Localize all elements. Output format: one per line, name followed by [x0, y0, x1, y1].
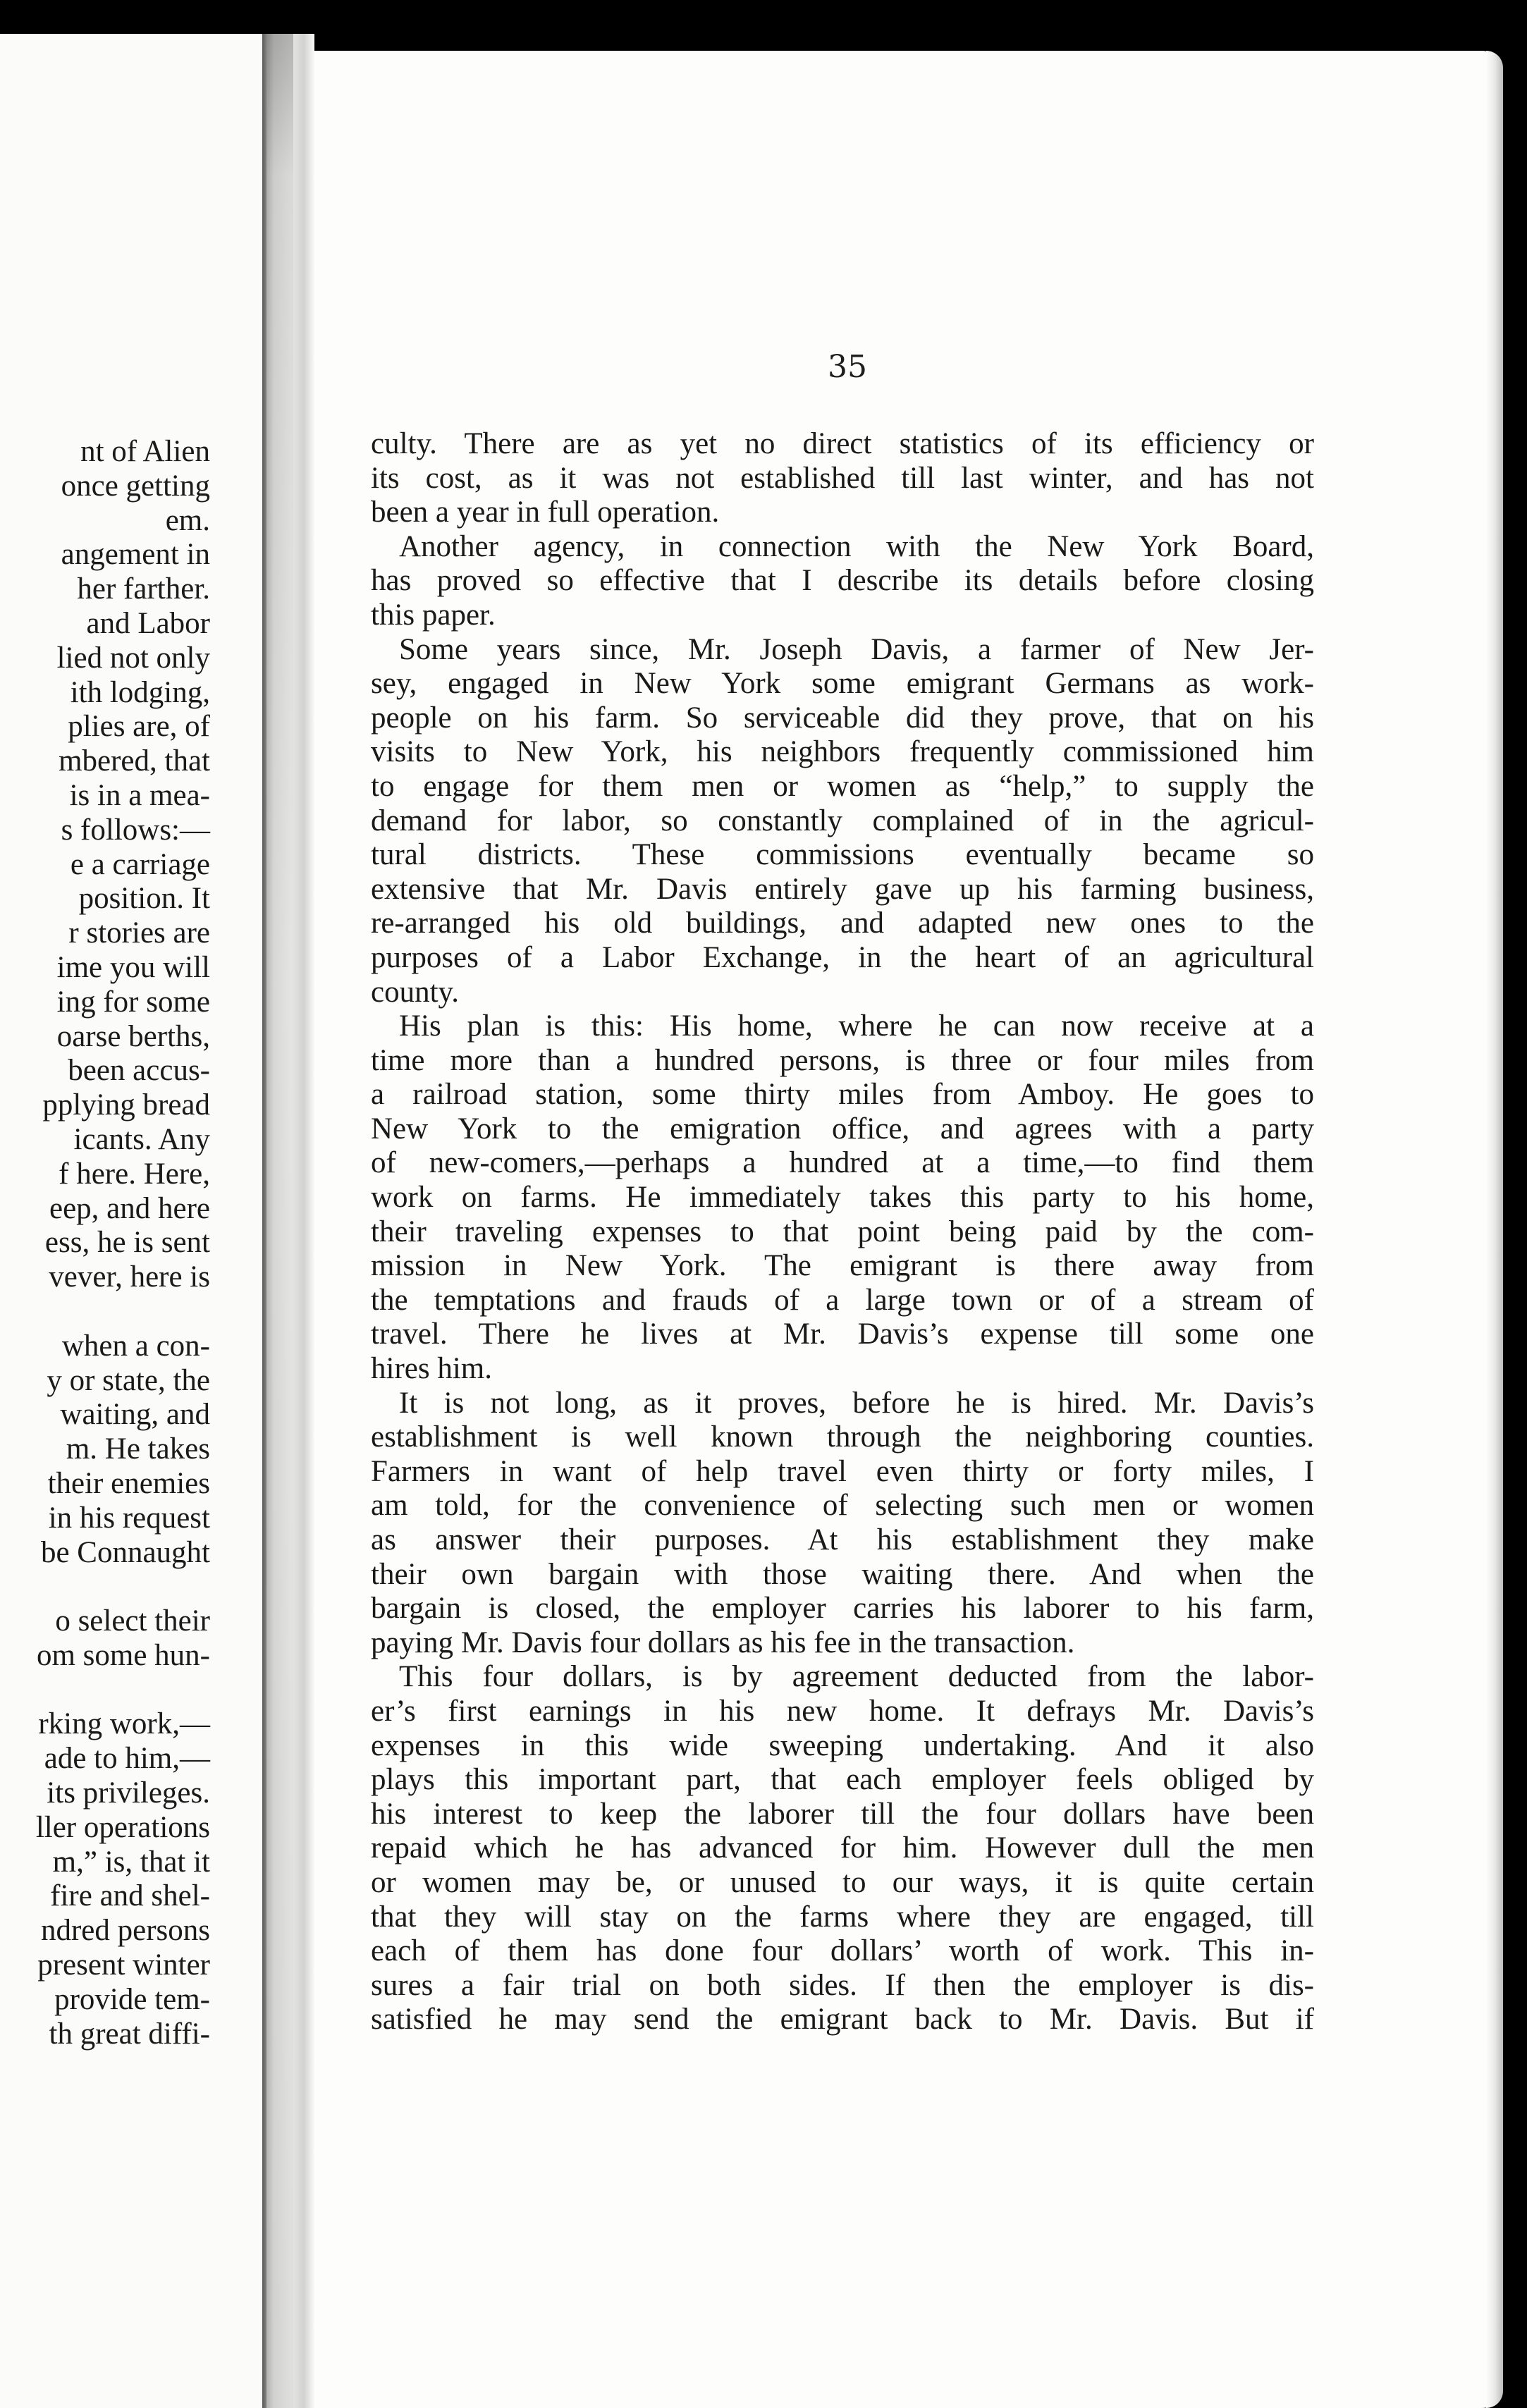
left-page-line: and Labor: [86, 606, 210, 640]
left-page-line: s follows:—: [61, 813, 210, 847]
text-line: as answer their purposes. At his establishment they make: [371, 1523, 1314, 1556]
text-line: mission in New York. The emigrant is there away from: [371, 1249, 1314, 1283]
left-page-line: present winter: [37, 1948, 210, 1982]
text-line: plays this important part, that each employer feels obliged by: [371, 1763, 1314, 1797]
left-page-line: ade to him,—: [44, 1742, 210, 1776]
main-text-column: [371, 427, 1314, 2037]
left-page-line: oarse berths,: [56, 1019, 210, 1053]
text-line: culty. There are as yet no direct statistics of its efficiency or: [371, 427, 1314, 460]
text-line: tural districts. These commissions eventually became so: [371, 838, 1314, 872]
left-page-line: her farther.: [77, 572, 210, 606]
left-page-line: when a con-: [61, 1329, 210, 1363]
text-line: the temptations and frauds of a large town or of a stream of: [371, 1283, 1314, 1317]
text-line: paying Mr. Davis four dollars as his fee in the transaction.: [371, 1626, 1075, 1659]
left-page-line: y or state, the: [47, 1363, 210, 1397]
text-line: sey, engaged in New York some emigrant Germans as work-: [371, 667, 1314, 701]
left-page-line: ess, he is sent: [44, 1226, 210, 1260]
left-page-line: em.: [165, 503, 210, 537]
left-page-line: ndred persons: [40, 1914, 210, 1948]
text-line: their traveling expenses to that point being paid by the com-: [371, 1215, 1314, 1248]
left-page-line: ime you will: [56, 950, 210, 984]
text-line: Some years since, Mr. Joseph Davis, a farmer of New Jer-: [399, 632, 1314, 666]
left-page-line: ith lodging,: [70, 675, 210, 709]
text-line: bargain is closed, the employer carries his laborer to his farm,: [371, 1592, 1314, 1626]
text-line: expenses in this wide sweeping undertaking. And it also: [371, 1728, 1314, 1762]
text-line: This four dollars, is by agreement deducted from the labor-: [399, 1660, 1314, 1694]
text-line: its cost, as it was not established till last winter, and has not: [371, 461, 1314, 495]
text-line: His plan is this: His home, where he can now receive at a: [399, 1009, 1314, 1043]
text-line: Another agency, in connection with the New York Board,: [399, 529, 1314, 563]
text-line: his interest to keep the laborer till the four dollars have been: [371, 1797, 1314, 1831]
left-page-line: mbered, that: [59, 744, 210, 778]
text-line: satisfied he may send the emigrant back to Mr. Davis. But if: [371, 2003, 1314, 2037]
text-line: work on farms. He immediately takes this party to his home,: [371, 1181, 1314, 1215]
left-page-text-column: [0, 435, 210, 2051]
text-line: It is not long, as it proves, before he is hired. Mr. Davis’s: [399, 1386, 1314, 1420]
left-page-line: m. He takes: [66, 1432, 210, 1466]
left-page-line: rking work,—: [38, 1707, 210, 1741]
paragraph-gap: [0, 1295, 210, 1329]
left-page-line: nt of Alien: [80, 435, 210, 468]
text-line: establishment is well known through the neighboring counties.: [371, 1420, 1314, 1454]
left-page-line: th great diffi-: [49, 2017, 210, 2051]
left-page-line: plies are, of: [68, 710, 210, 744]
text-line: county.: [371, 975, 459, 1009]
text-line: New York to the emigration office, and agrees with a party: [371, 1112, 1314, 1145]
left-page-line: once getting: [61, 469, 210, 503]
page-number: 35: [828, 349, 867, 385]
left-page-line: their enemies: [47, 1466, 210, 1500]
left-page-line: ing for some: [56, 985, 210, 1019]
text-line: travel. There he lives at Mr. Davis’s expense till some one: [371, 1317, 1314, 1351]
left-page: [0, 34, 262, 2408]
text-line: to engage for them men or women as “help,” to supply the: [371, 769, 1314, 803]
gutter-shadow: [266, 34, 293, 2408]
text-line: that they will stay on the farms where they are engaged, till: [371, 1900, 1314, 1934]
text-line: purposes of a Labor Exchange, in the heart of an agricultural: [371, 940, 1314, 974]
left-page-line: angement in: [61, 538, 210, 572]
paragraph-gap: [0, 1570, 210, 1604]
text-line: sures a fair trial on both sides. If then the employer is dis-: [371, 1968, 1314, 2002]
left-page-line: f here. Here,: [59, 1157, 210, 1191]
left-page-line: fire and shel-: [50, 1879, 210, 1913]
text-line: time more than a hundred persons, is three or four miles from: [371, 1043, 1314, 1077]
text-line: hires him.: [371, 1352, 492, 1386]
left-page-line: om some hun-: [36, 1638, 210, 1672]
text-line: this paper.: [371, 598, 496, 632]
text-line: each of them has done four dollars’ worth of work. This in-: [371, 1934, 1314, 1968]
left-page-line: o select their: [55, 1604, 210, 1638]
text-line: repaid which he has advanced for him. However dull the men: [371, 1831, 1314, 1865]
left-page-line: icants. Any: [73, 1122, 210, 1156]
text-line: er’s first earnings in his new home. It defrays Mr. Davis’s: [371, 1694, 1314, 1728]
left-page-line: in his request: [48, 1501, 210, 1535]
text-line: visits to New York, his neighbors frequently commissioned him: [371, 735, 1314, 769]
text-line: has proved so effective that I describe its details before closing: [371, 564, 1314, 598]
paragraph-gap: [0, 1673, 210, 1708]
text-line: their own bargain with those waiting there. And when the: [371, 1557, 1314, 1591]
left-page-line: be Connaught: [40, 1535, 210, 1569]
text-line: extensive that Mr. Davis entirely gave up his farming business,: [371, 872, 1314, 906]
left-page-line: pplying bread: [42, 1088, 210, 1122]
text-line: am told, for the convenience of selecting such men or women: [371, 1489, 1314, 1523]
left-page-line: lied not only: [56, 641, 210, 675]
left-page-line: waiting, and: [60, 1398, 210, 1432]
left-page-line: eep, and here: [49, 1191, 210, 1225]
left-page-line: position. It: [78, 882, 210, 916]
left-page-line: m,” is, that it: [52, 1845, 210, 1879]
left-page-line: been accus-: [68, 1054, 210, 1088]
text-line: of new-comers,—perhaps a hundred at a time,—to find them: [371, 1146, 1314, 1180]
page-edge-shadow: [1486, 51, 1503, 2408]
left-page-line: provide tem-: [54, 1982, 210, 2016]
left-page-line: e a carriage: [70, 847, 210, 881]
left-page-line: ller operations: [35, 1810, 210, 1844]
left-page-line: is in a mea-: [69, 778, 210, 812]
text-line: a railroad station, some thirty miles from Amboy. He goes to: [371, 1078, 1314, 1112]
text-line: re-arranged his old buildings, and adapted new ones to the: [371, 907, 1314, 940]
text-line: demand for labor, so constantly complained of in the agricul-: [371, 804, 1314, 837]
text-line: Farmers in want of help travel even thirty or forty miles, I: [371, 1454, 1314, 1488]
left-page-line: vever, here is: [49, 1260, 210, 1294]
text-line: been a year in full operation.: [371, 496, 720, 529]
left-page-line: r stories are: [68, 916, 210, 950]
text-line: people on his farm. So serviceable did they prove, that on his: [371, 701, 1314, 735]
left-page-line: its privileges.: [47, 1776, 210, 1810]
text-line: or women may be, or unused to our ways, it is quite certain: [371, 1865, 1314, 1899]
